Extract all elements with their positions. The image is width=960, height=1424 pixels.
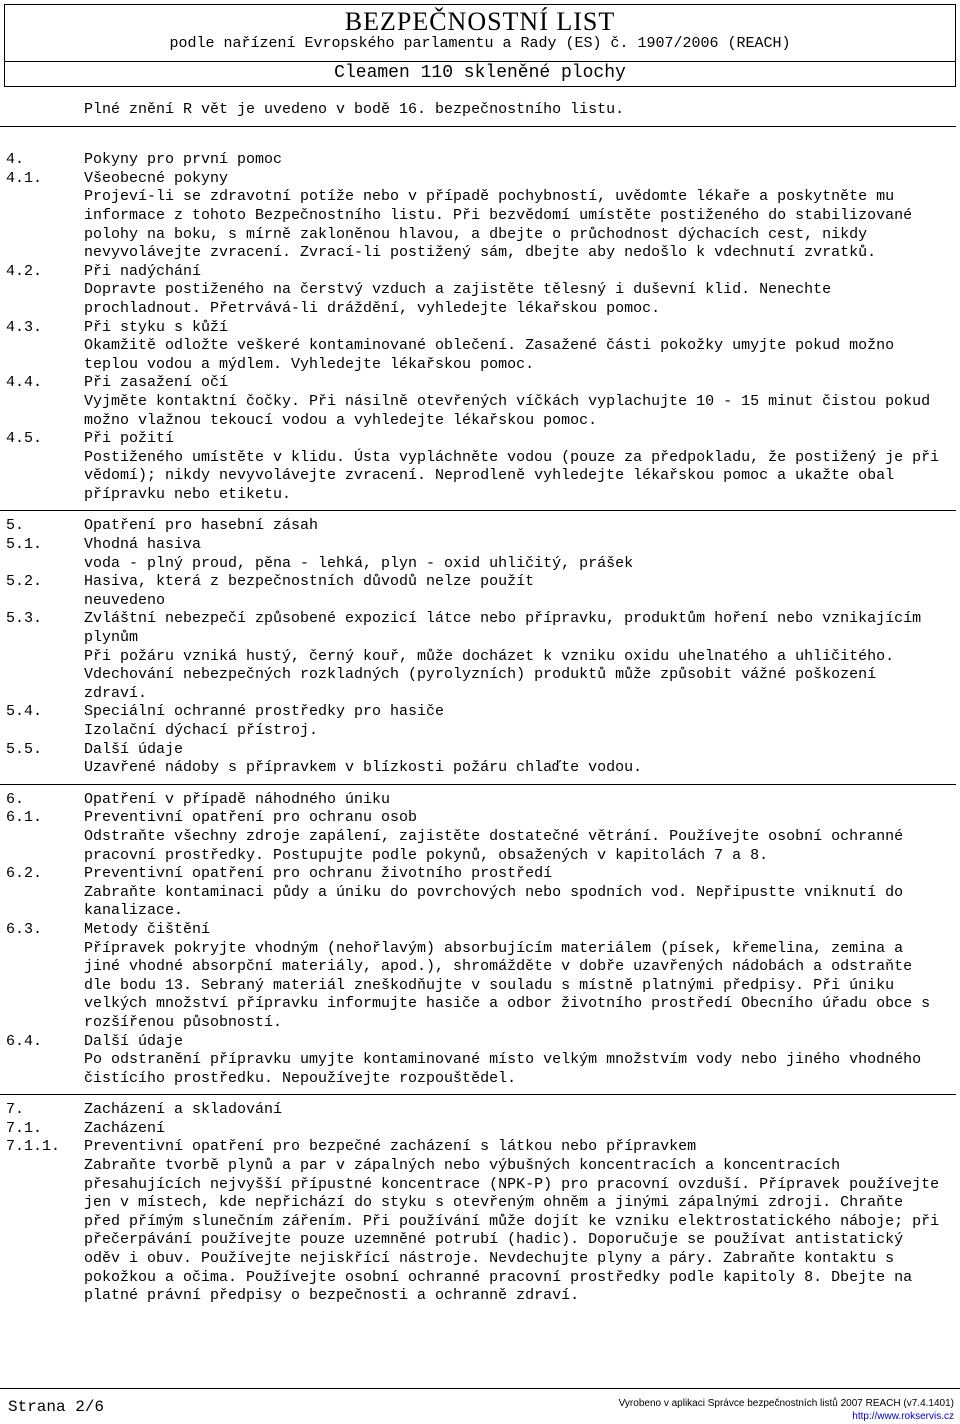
- subsection-4-3: [6, 319, 946, 338]
- subsection-number: 4.4.: [6, 374, 43, 392]
- section-number: 4.: [6, 151, 25, 169]
- header-divider: [5, 61, 955, 62]
- subsection-number: 5.5.: [6, 740, 43, 758]
- subsection-5-2: [6, 573, 946, 592]
- subsection-5-5: [6, 741, 946, 760]
- subsection-title: Další údaje: [84, 740, 184, 758]
- subsection-4-2: [6, 263, 946, 282]
- subsection-body: Odstraňte všechny zdroje zapálení, zajistěte dostatečné větrání. Používejte osobní ochranné pracovní prostředky. Postupujte podle pokynů, obsažených v kapitolách 7 a 8.: [84, 827, 904, 864]
- section-title: Zacházení a skladování: [84, 1101, 283, 1119]
- subsection-number: 6.3.: [6, 920, 43, 938]
- subsection-number: 5.3.: [6, 610, 43, 628]
- subsection-body: Vyjměte kontaktní čočky. Při násilně otevřených víčkách vyplachujte 10 - 15 minut čistou pokud možno vlažnou tekoucí vodou a vyhledejte lékařskou pomoc.: [84, 392, 931, 429]
- subsection-body: Dopravte postiženého na čerstvý vzduch a zajistěte tělesný i duševní klid. Nenechte prochladnout. Přetrvává-li dráždění, vyhledejte lékařskou pomoc.: [84, 281, 832, 317]
- section-number: 7.: [6, 1101, 25, 1119]
- page-footer: [0, 1388, 960, 1424]
- document-body: [6, 101, 946, 1306]
- subsection-title: Vhodná hasiva: [84, 536, 202, 554]
- section-title: Pokyny pro první pomoc: [84, 151, 283, 169]
- subsection-6-2: [6, 865, 946, 884]
- subsection-title: Preventivní opatření pro ochranu životního prostředí: [84, 865, 553, 883]
- generator-info: [619, 1397, 954, 1423]
- subsection-body: Izolační dýchací přístroj.: [84, 722, 319, 739]
- subsection-6-1: [6, 809, 946, 828]
- subsection-5-1: [6, 536, 946, 555]
- subsection-number: 5.2.: [6, 573, 43, 591]
- subsection-body: Uzavřené nádoby s přípravkem v blízkosti požáru chlaďte vodou.: [84, 759, 643, 777]
- subsection-body: neuvedeno: [84, 591, 166, 609]
- subsection-number: 6.4.: [6, 1032, 43, 1050]
- subsection-number: 5.4.: [6, 703, 43, 721]
- section-4-heading: [6, 151, 946, 170]
- subsection-number: 4.2.: [6, 262, 43, 280]
- section-5-heading: [6, 517, 946, 536]
- subsection-title: Preventivní opatření pro ochranu osob: [84, 809, 418, 827]
- subsection-title: Zacházení: [84, 1119, 166, 1137]
- subsection-4-5: [6, 430, 946, 449]
- subsection-title: Metody čištění: [84, 920, 211, 938]
- subsection-title: Preventivní opatření pro bezpečné zacházení s látkou nebo přípravkem: [84, 1138, 697, 1156]
- subsection-number: 4.5.: [6, 430, 43, 448]
- subsection-title: Při nadýchání: [84, 262, 202, 280]
- subsection-body: Po odstranění přípravku umyjte kontaminované místo velkým množstvím vody nebo jiného vhodného čistícího prostředku. Nepoužívejte rozpouštědel.: [84, 1051, 922, 1087]
- subsection-number: 4.1.: [6, 169, 43, 187]
- section-7-heading: [6, 1101, 946, 1120]
- subsection-number: 6.1.: [6, 809, 43, 827]
- section-title: Opatření pro hasební zásah: [84, 517, 319, 535]
- subsection-7-1: [6, 1120, 946, 1139]
- intro-note: [6, 101, 946, 120]
- subsection-5-3: [6, 610, 946, 647]
- subsection-6-3: [6, 921, 946, 940]
- section-number: 6.: [6, 790, 25, 808]
- regulation-subtitle: podle nařízení Evropského parlamentu a Rady (ES) č. 1907/2006 (REACH): [169, 35, 791, 52]
- subsection-title: Při zasažení očí: [84, 374, 229, 392]
- intro-text: Plné znění R vět je uvedeno v bodě 16. bezpečnostního listu.: [84, 101, 625, 118]
- subsection-body: Okamžitě odložte veškeré kontaminované oblečení. Zasažené části pokožky umyjte pokud možno teplou vodou a mýdlem. Vyhledejte lékařskou pomoc.: [84, 337, 895, 373]
- subsection-title: Další údaje: [84, 1032, 184, 1050]
- subsection-5-4: [6, 703, 946, 722]
- subsection-body: Zabraňte tvorbě plynů a par v zápalných nebo výbušných koncentracích a koncentracích přesahujících nejvyšší přípustné koncentrace (NPK-P) pro pracovní ovzduší. Přípravek používejte jen v místech, kde nepřichází do styku s otevřeným ohněm a jinými zápalnými zdroji. Chraňte před přímým slunečním zářením. Při používání může dojít ke vzniku elektrostatického náboje; při přečerpávání používejte pouze uzemněné potrubí (hadic). Doporučuje se používat antistatický oděv i obuv. Používejte nejiskřící nástroje. Nevdechujte plyny a páry. Zabraňte kontaktu s pokožkou a očima. Používejte osobní ochranné pracovní prostředky podle kapitoly 8. Dbejte na platné právní předpisy o bezpečnosti a ochranně zdraví.: [84, 1157, 940, 1305]
- subsection-body: Zabraňte kontaminaci půdy a úniku do povrchových nebo spodních vod. Nepřipustte vniknutí do kanalizace.: [84, 883, 904, 920]
- subsection-4-1: [6, 170, 946, 189]
- page-number: Strana 2/6: [8, 1398, 105, 1416]
- subsection-title: Speciální ochranné prostředky pro hasiče: [84, 703, 445, 721]
- subsection-number: 4.3.: [6, 318, 43, 336]
- section-divider: [0, 126, 956, 127]
- subsection-title: Zvláštní nebezpečí způsobené expozicí látce nebo přípravku, produktům hoření nebo vznikajícím plynům: [84, 610, 922, 647]
- subsection-4-4: [6, 374, 946, 393]
- subsection-number: 6.2.: [6, 865, 43, 883]
- vendor-link[interactable]: http://www.rokservis.cz: [852, 1411, 954, 1422]
- subsection-number: 7.1.: [6, 1119, 43, 1137]
- section-6-heading: [6, 791, 946, 810]
- subsection-body: Přípravek pokryjte vhodným (nehořlavým) absorbujícím materiálem (písek, křemelina, zemina a jiné vhodné absorpční materiály, apod.), shromážděte v dobře uzavřených nádobách a odstraňte dle bodu 13. Sebraný materiál zneškodňujte v souladu s místně platnými předpisy. Při úniku velkých množství přípravku informujte hasiče a odbor životního prostředí Obecního úřadu obce s rozšířenou působností.: [84, 939, 931, 1031]
- section-number: 5.: [6, 517, 25, 535]
- section-divider: [0, 510, 956, 511]
- subsection-title: Při styku s kůží: [84, 318, 229, 336]
- subsection-body: Projeví-li se zdravotní potíže nebo v případě pochybností, uvědomte lékaře a poskytněte mu informace z tohoto Bezpečnostního listu. Při bezvědomí umístěte postiženého do stabilizované polohy na boku, s mírně zakloněnou hlavou, a dbejte o průchodnost dýchacích cest, nikdy nevyvolávejte zvracení. Zvrací-li postižený sám, dbejte aby nedošlo k vdechnutí zvratků.: [84, 188, 913, 262]
- section-divider: [0, 1094, 956, 1095]
- section-title: Opatření v případě náhodného úniku: [84, 790, 391, 808]
- subsection-title: Hasiva, která z bezpečnostních důvodů nelze použít: [84, 573, 535, 591]
- subsection-number: 5.1.: [6, 536, 43, 554]
- subsection-title: Všeobecné pokyny: [84, 169, 229, 187]
- subsection-7-1-1: [6, 1138, 946, 1157]
- section-divider: [0, 784, 956, 785]
- generator-text: Vyrobeno v aplikaci Správce bezpečnostních listů 2007 REACH (v7.4.1401): [618, 1398, 954, 1409]
- subsection-title: Při požití: [84, 430, 175, 448]
- subsection-body: Při požáru vzniká hustý, černý kouř, může docházet k vzniku oxidu uhelnatého a uhličitého. Vdechování nebezpečných rozkladných (pyrolyzních) produktů může způsobit vážné poškození zdraví.: [84, 647, 895, 702]
- document-header: [4, 4, 956, 87]
- subsection-number: 7.1.1.: [6, 1138, 61, 1156]
- subsection-6-4: [6, 1033, 946, 1052]
- document-title: BEZPEČNOSTNÍ LIST: [344, 7, 616, 36]
- subsection-body: Postiženého umístěte v klidu. Ústa vypláchněte vodou (pouze za předpokladu, že postižený je při vědomí); nikdy nevyvolávejte zvracení. Neprodleně vyhledejte lékařskou pomoc a ukažte obal přípravku nebo etiketu.: [84, 448, 940, 503]
- subsection-body: voda - plný proud, pěna - lehká, plyn - oxid uhličitý, prášek: [84, 554, 634, 572]
- product-name: Cleamen 110 skleněné plochy: [334, 63, 626, 83]
